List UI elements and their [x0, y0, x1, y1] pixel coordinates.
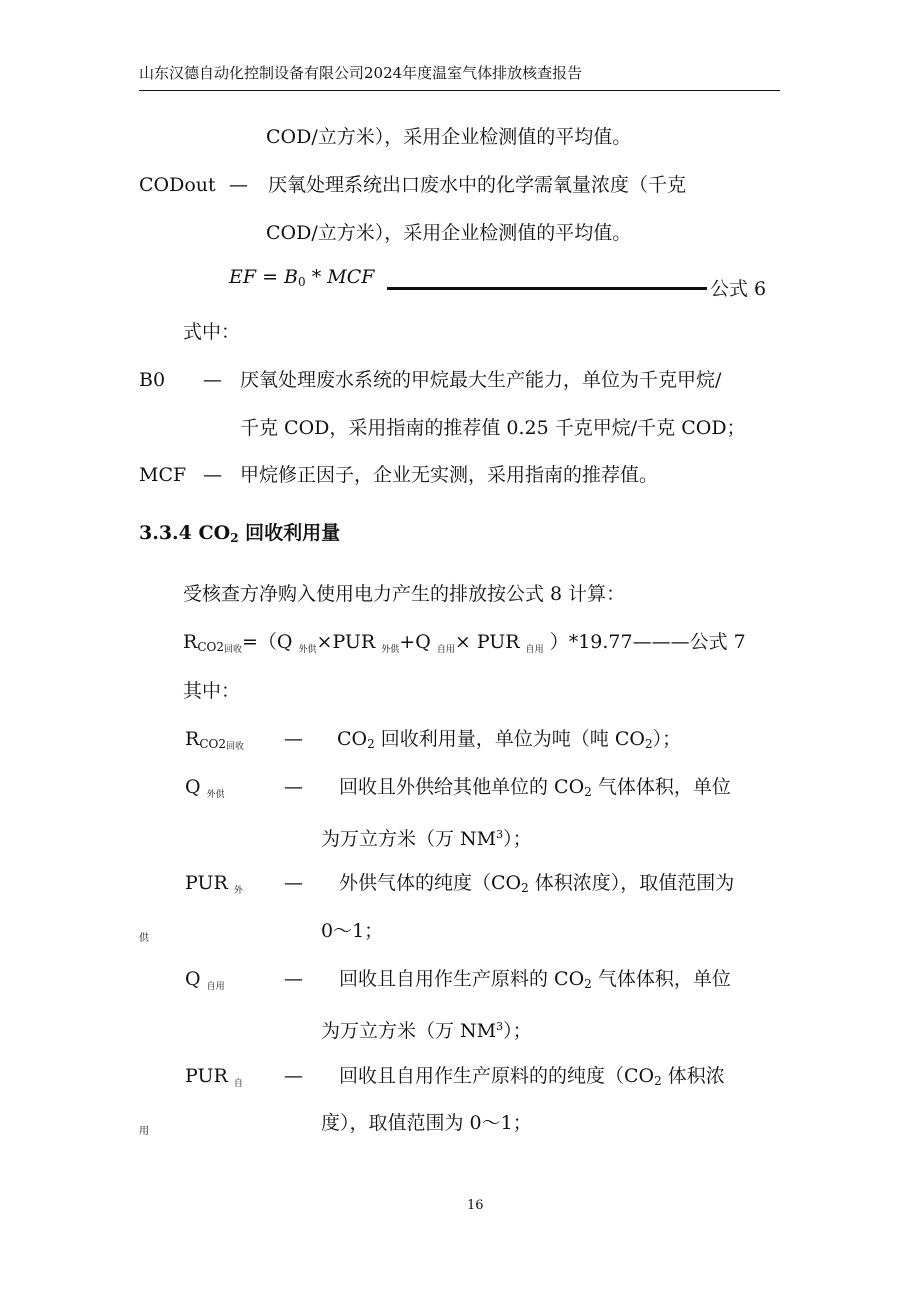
page-header: 山东汉德自动化控制设备有限公司2024年度温室气体排放核查报告	[139, 64, 583, 82]
term-pur-waigong-wrap: 供	[139, 933, 149, 944]
dash: —	[203, 464, 222, 486]
term-p1: PUR	[185, 872, 234, 894]
dash: —	[284, 968, 303, 990]
def-p2-a: 回收且自用作生产原料的的纯度（CO	[339, 1065, 655, 1087]
section-title-b: 回收利用量	[238, 522, 341, 544]
term-b0: B0	[139, 369, 166, 391]
f7-eq: =（Q	[241, 631, 299, 653]
definition-q-waigong-cont	[321, 823, 532, 851]
definition-codout: 厌氧处理系统出口废水中的化学需氧量浓度（千克	[268, 174, 687, 196]
def-p1-sub: 2	[521, 881, 529, 895]
section-number: 3.3.4	[139, 522, 192, 544]
definition-q-waigong	[339, 775, 731, 804]
text-line: COD/立方米），采用企业检测值的平均值。	[266, 126, 632, 148]
def-q1-2b: ）；	[503, 828, 532, 850]
term-r-sub2: 回收	[225, 742, 244, 752]
term-p2-sub: 自	[233, 1079, 243, 1089]
f7-pur-sub1: 外供	[381, 645, 400, 655]
definition-mcf: 甲烷修正因子，企业无实测，采用指南的推荐值。	[240, 464, 659, 486]
def-q2-sub: 2	[584, 977, 592, 991]
term-q2: Q	[185, 968, 207, 990]
formula-leader-line	[387, 287, 707, 290]
dash: —	[284, 728, 303, 750]
term-pur-waigong	[185, 871, 243, 903]
f7-q-sub1: 外供	[298, 645, 317, 655]
definition-q-ziyong-cont	[321, 1015, 532, 1043]
term-p1-sub: 外	[233, 886, 243, 896]
f7-plus: +Q	[399, 631, 437, 653]
def-q2-b: 气体体积，单位	[591, 968, 731, 990]
definition-b0-cont: 千克 COD，采用指南的推荐值 0.25 千克甲烷/千克 COD；	[240, 417, 746, 439]
formula-6-label: 公式 6	[710, 278, 767, 300]
formula-6-mcf: * MCF	[305, 266, 375, 288]
f7-r: R	[183, 631, 198, 653]
dash: —	[284, 872, 303, 894]
definition-pur-waigong-cont: 0～1；	[321, 920, 384, 942]
def-q1-a: 回收且外供给其他单位的 CO	[339, 776, 585, 798]
f7-pur-sub2: 自用	[525, 645, 544, 655]
where-label: 其中：	[183, 680, 241, 702]
def-r-sub2: 2	[644, 737, 653, 751]
def-p1-b: 体积浓度），取值范围为	[528, 872, 735, 894]
def-r-b: 回收利用量，单位为吨（吨 CO	[374, 728, 645, 750]
term-pur-ziyong	[185, 1064, 243, 1096]
dash: —	[284, 776, 303, 798]
term-q2-sub: 自用	[206, 982, 225, 992]
definition-b0: 厌氧处理废水系统的甲烷最大生产能力，单位为千克甲烷/	[240, 369, 722, 391]
def-q1-b: 气体体积，单位	[591, 776, 731, 798]
term-q-ziyong	[185, 967, 225, 999]
section-title-sub: 2	[230, 531, 239, 545]
term-mcf: MCF	[139, 464, 187, 486]
definition-pur-ziyong	[339, 1064, 725, 1093]
formula-6-ef: EF	[229, 266, 257, 288]
header-rule	[139, 90, 780, 91]
formula-6	[229, 265, 374, 294]
formula-7	[183, 630, 746, 662]
term-r-sub: CO2	[199, 737, 226, 751]
term-pur-ziyong-wrap: 用	[139, 1126, 149, 1137]
section-heading	[139, 521, 340, 550]
def-p1-a: 外供气体的纯度（CO	[339, 872, 522, 894]
term-r: R	[185, 728, 200, 750]
f7-times2: × PUR	[454, 631, 526, 653]
definition-q-ziyong	[339, 967, 731, 996]
definition-pur-waigong	[339, 871, 734, 900]
def-q1-2a: 为万立方米（万 NM	[321, 828, 497, 850]
f7-r-sub: CO2	[197, 640, 224, 654]
term-p2: PUR	[185, 1065, 234, 1087]
def-q2-a: 回收且自用作生产原料的 CO	[339, 968, 585, 990]
term-q1-sub: 外供	[206, 790, 225, 800]
definition-rco2	[337, 727, 681, 756]
def-q2-2b: ）；	[503, 1020, 532, 1042]
formula-6-b: = B	[256, 266, 299, 288]
f7-r-sub2: 回收	[223, 645, 242, 655]
dash: —	[203, 369, 222, 391]
term-q-waigong	[185, 775, 225, 807]
def-q1-sub: 2	[584, 785, 592, 799]
section-title-a: CO	[191, 522, 231, 544]
intro-text: 受核查方净购入使用电力产生的排放按公式 8 计算：	[183, 583, 626, 605]
where-label: 式中：	[183, 321, 241, 343]
f7-tail: ）*19.77———公式 7	[543, 631, 746, 653]
f7-times1: ×PUR	[316, 631, 382, 653]
def-q2-sup: 3	[496, 1020, 504, 1033]
text-line: COD/立方米），采用企业检测值的平均值。	[266, 222, 632, 244]
def-q2-2a: 为万立方米（万 NM	[321, 1020, 497, 1042]
def-r-a: CO	[337, 728, 368, 750]
dash: —	[284, 1065, 303, 1087]
term-q1: Q	[185, 776, 207, 798]
definition-pur-ziyong-cont: 度），取值范围为 0～1；	[321, 1112, 532, 1134]
term-codout: CODout	[139, 174, 216, 196]
term-rco2	[185, 727, 244, 759]
f7-q-sub2: 自用	[436, 645, 455, 655]
def-q1-sup: 3	[496, 828, 504, 841]
def-r-c: ）；	[652, 728, 682, 750]
def-r-sub: 2	[367, 737, 375, 751]
page-number: 16	[467, 1198, 484, 1213]
def-p2-sub: 2	[654, 1074, 662, 1088]
formula-6-subscript: 0	[298, 275, 306, 289]
def-p2-b: 体积浓	[661, 1065, 725, 1087]
dash: —	[229, 174, 248, 196]
